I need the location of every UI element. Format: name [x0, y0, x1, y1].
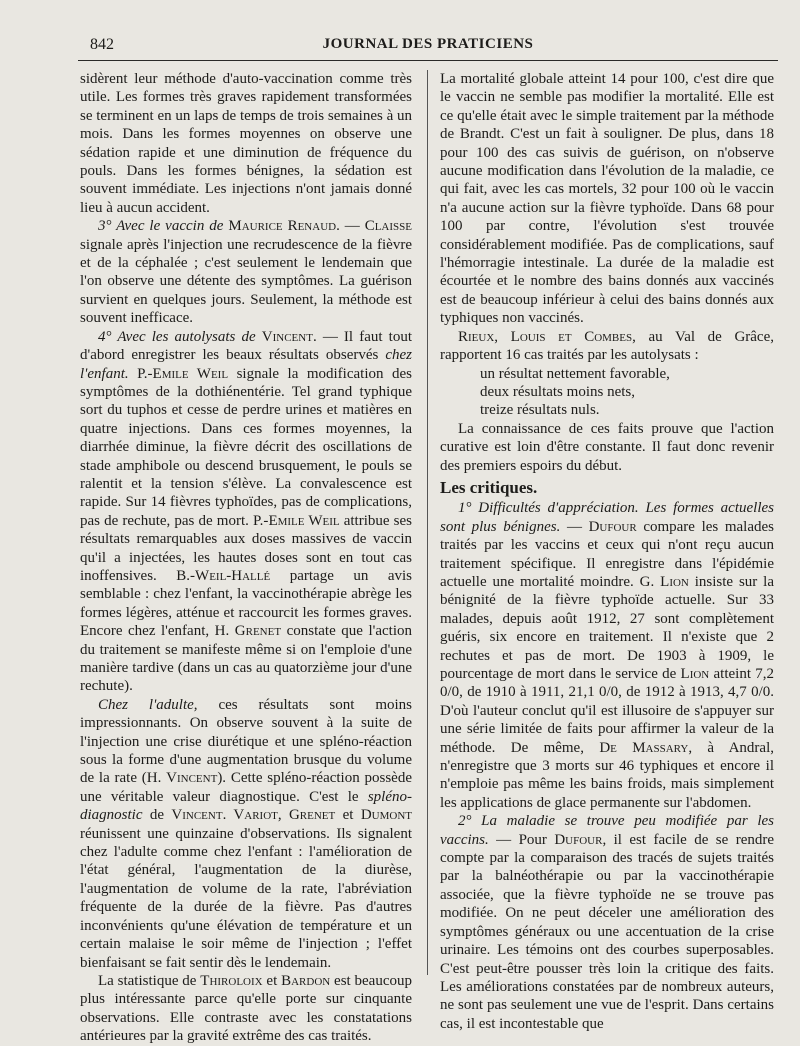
paragraph-rieux: Rieux, Louis et Combes, au Val de Grâce, rapportent 16 cas traités par les autolysats :: [440, 328, 774, 364]
list-item: deux résultats moins nets,: [480, 383, 635, 400]
page-number: 842: [90, 36, 114, 53]
column-divider: [427, 70, 428, 975]
list-item: treize résultats nuls.: [480, 402, 600, 419]
running-title: JOURNAL DES PRATICIENS: [322, 36, 534, 52]
paragraph-adulte: Chez l'adulte, ces résultats sont moins impressionnants. On observe souvent à la suite de l'injection une crise diurétique et une spléno-réaction sous la forme d'une augmentation brusque du volume de la rate (H. Vincent). Cette spléno-réaction possède une véritable valeur diagnostique. C'est le spléno-diagnostic de Vincent. Variot, Grenet et Dumont réunissent une quinzaine d'observations. Ils signalent chez l'adulte comme chez l'enfant : l'amélioration de l'état général, l'augmentation de la diurèse, l'augmentation de volume de la rate, l'abréviation fréquente de la durée de la fièvre. Pas d'autres inconvénients qu'une élévation de température et un certain malaise le soir même de l'injection ; l'effet bienfaisant se fait sentir dès le lendemain.: [80, 696, 412, 971]
paragraph: La mortalité globale atteint 14 pour 100, c'est dire que le vaccin ne semble pas modifier la mortalité. Elle est ce qu'elle était avec le simple traitement par la méthode de Brandt. C'est un fait à souligner. De plus, dans 18 pour 100 des cas suivis de guérison, on n'observe aucune modification dans l'évolution de la maladie, ce qui fait, avec les cas mortels, 32 pour 100 où le vaccin n'a aucune action sur la fièvre typhoïde. Dans 68 pour 100 par contre, l'évolution s'est trouvée considérablement modifiée. Pas de complications, sauf l'hémorragie intestinale. La durée de la maladie est écourtée et le nombre des bains donnés aux vaccinés est de beaucoup inférieur à celui des bains donnés aux typhiques non vaccinés.: [440, 71, 774, 327]
right-column: [440, 70, 775, 1032]
section-maladie-peu-modifiee: 2° La maladie se trouve peu modifiée par les vaccins. — Pour Dufour, il est facile de se rendre compte par la comparaison des tracés de sujets traités par la balnéothérapie ou par la vaccinothérapie associée, que la fièvre typhoïde ne se trouve pas modifiée. On ne peut déceler une amélioration des symptômes généraux ou une accentuation de la crise urinaire. Les témoins ont des courbes superposables. C'est peut-être pousser très loin la critique des faits. Les améliorations constatées par de nombreux auteurs, ne sont pas seulement une vue de l'esprit. Dans certains cas, il est incontestable que: [440, 813, 774, 1032]
left-column: [80, 70, 413, 1045]
paragraph: sidèrent leur méthode d'auto-vaccination comme très utile. Les formes très graves rapidement transformées se terminent en un laps de temps de trois semaines à un mois. Dans les formes moyennes on observe une sédation rapide et une diminution de fréquence du pouls. Dans les formes bénignes, la sédation est souvent immédiate. Les injections n'ont jamais donné lieu à aucun accident.: [80, 71, 412, 216]
section-autolysats-vincent: 4° Avec les autolysats de Vincent. — Il faut tout d'abord enregistrer les beaux résultats observés chez l'enfant. P.-Emile Weil signale la modification des symptômes de la dothiénentérie. Tel grand typhique sort du tuphos et cesse de perdre urines et matières en quatre injections. Dans ces formes moyennes, la diarrhée diminue, la fièvre décrit des oscillations de stade amphibole ou descend brusquement, le pouls se ralentit et la tension s'élève. La convalescence est rapide. Sur 14 fièvres typhoïdes, pas de complications, pas de rechute, pas de mort. P.-Emile Weil attribue ses résultats remarquables aux doses massives de vaccin qu'il a injectées, les hautes doses sont en tout cas inoffensives. B.-Weil-Hallé partage un avis semblable : chez l'enfant, la vaccinothérapie abrège les formes légères, atténue et raccourcit les formes graves. Encore chez l'enfant, H. Grenet constate que l'action du traitement se manifeste même si on l'emploie d'une manière tardive (dans un cas au quatorzième jour d'une rechute).: [80, 328, 412, 695]
section-difficultes: 1° Difficultés d'appréciation. Les formes actuelles sont plus bénignes. — Dufour compare les malades traités par les vaccins et ceux qui n'ont reçu aucun traitement spécifique. Il enregistre dans l'épidémie actuelle une mortalité moindre. G. Lion insiste sur la bénignité de la fièvre typhoïde actuelle. Sur 33 malades, depuis août 1912, 27 sont complètement guéris, six encore en traitement. Il n'existe que 2 rechutes et pas de mort. De 1903 à 1909, le pourcentage de mort dans le service de Lion atteint 7,2 0/0, de 1910 à 1911, 21,1 0/0, de 1912 à 1913, 4,7 0/0. D'où l'auteur conclut qu'il est illusoire de s'appuyer sur une série limitée de faits pour affirmer la valeur de la méthode. De même, De Massary, à Andral, n'enregistre que 3 morts sur 46 typhiques et encore il n'emploie pas même les bains froids, mais simplement les applications de glace permanente sur l'abdomen.: [440, 500, 775, 811]
section-heading: Les critiques.: [440, 477, 538, 497]
paragraph: La connaissance de ces faits prouve que l'action curative est loin d'être constante. Il faut donc revenir des premiers espoirs du début.: [440, 420, 774, 474]
list-item: un résultat nettement favorable,: [480, 365, 670, 382]
paragraph-statistique: La statistique de Thiroloix et Bardon est beaucoup plus intéressante parce qu'elle porte sur cinquante observations. Elle contraste avec les constatations antérieures par la gravité extrême des cas traités.: [80, 972, 413, 1045]
page-header: [78, 34, 778, 61]
section-vaccin-renaud: 3° Avec le vaccin de Maurice Renaud. — Claisse signale après l'injection une recrudescence de la fièvre et de la céphalée ; c'est seulement le lendemain que l'on observe une détente des symptômes. La guérison survient en quelques jours. Seulement, la méthode est souvent inefficace.: [80, 218, 412, 327]
